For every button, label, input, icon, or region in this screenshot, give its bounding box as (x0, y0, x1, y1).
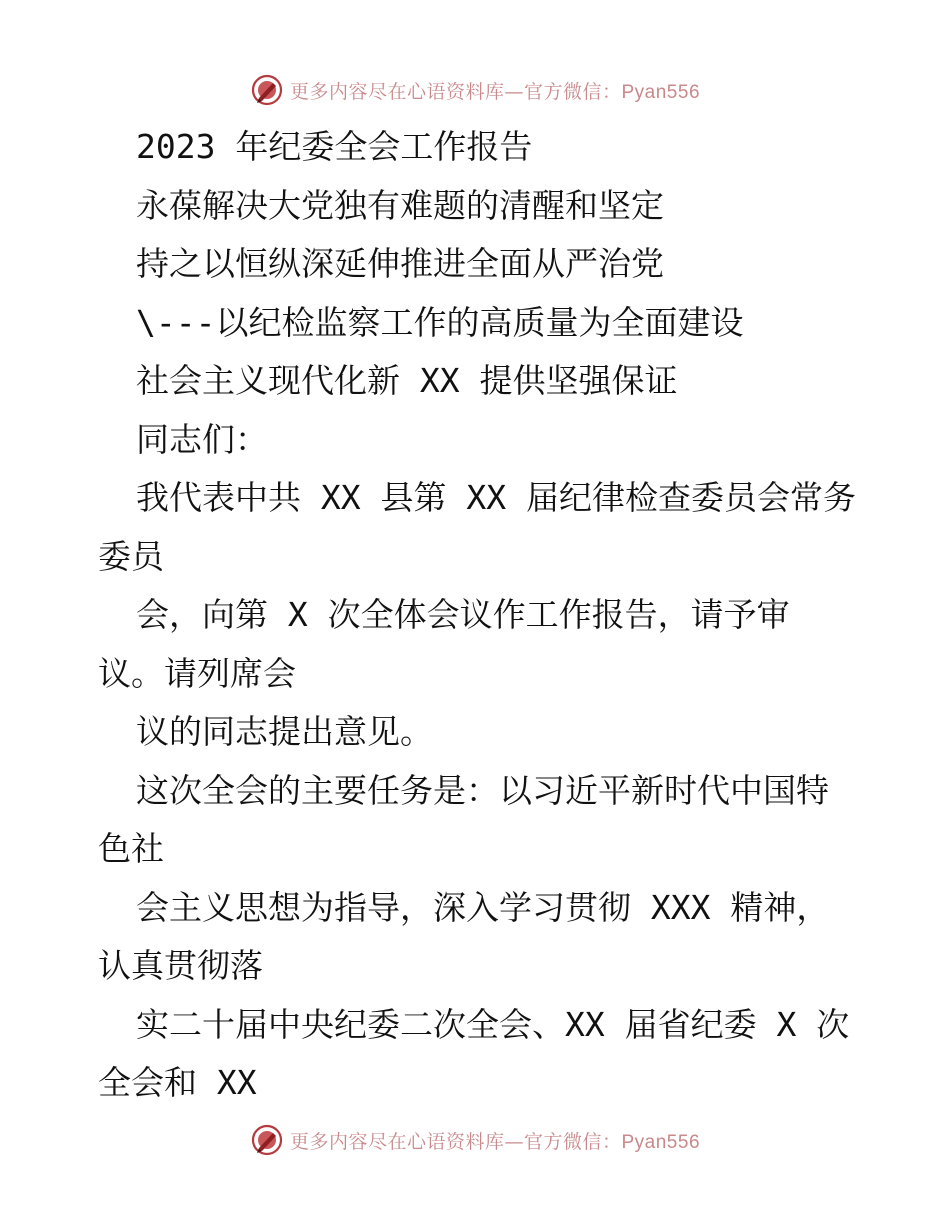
pen-logo-icon (250, 1123, 284, 1157)
text-line: 全会和 XX (98, 1063, 257, 1102)
footer-watermark (0, 1120, 950, 1160)
text-line: 会，向第 X 次全体会议作工作报告，请予审 (136, 595, 790, 634)
text-line: 议的同志提出意见。 (136, 712, 433, 751)
pen-logo-icon (250, 73, 284, 107)
text-line: 我代表中共 XX 县第 XX 届纪律检查委员会常务 (136, 478, 856, 517)
text-line: 委员 (98, 536, 164, 576)
text-line: 实二十届中央纪委二次全会、XX 届省纪委 X 次 (136, 1004, 850, 1044)
text-line: 这次全会的主要任务是：以习近平新时代中国特 (136, 770, 829, 810)
header-watermark (0, 70, 950, 110)
watermark-text: 更多内容尽在心语资料库—官方微信：Pyan556 (289, 1130, 701, 1153)
text-line: 认真贯彻落 (98, 946, 263, 985)
text-line: 色社 (98, 829, 164, 868)
text-line: 社会主义现代化新 XX 提供坚强保证 (136, 361, 678, 400)
document-body (98, 118, 858, 1113)
text-line: 会主义思想为指导，深入学习贯彻 XXX 精神， (136, 887, 830, 927)
text-line: 2023 年纪委全会工作报告 (136, 127, 533, 166)
watermark-text: 更多内容尽在心语资料库—官方微信：Pyan556 (289, 80, 701, 103)
text-line: 永葆解决大党独有难题的清醒和坚定 (136, 185, 664, 225)
text-line: 同志们： (136, 419, 268, 459)
text-line: 持之以恒纵深延伸推进全面从严治党 (136, 244, 664, 283)
text-line: 议。请列席会 (98, 653, 296, 693)
text-line: \---以纪检监察工作的高质量为全面建设 (136, 302, 744, 342)
